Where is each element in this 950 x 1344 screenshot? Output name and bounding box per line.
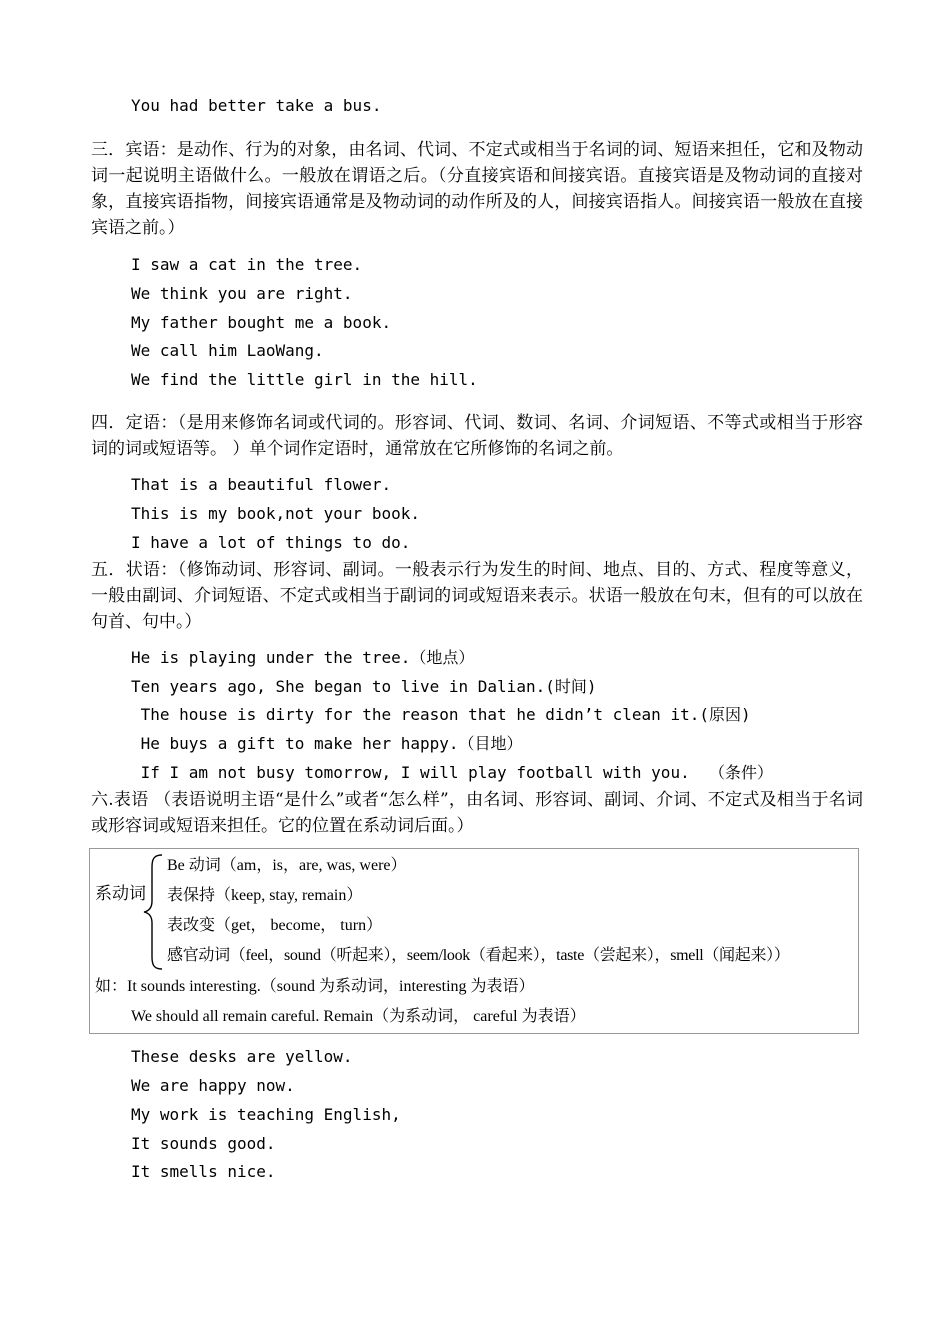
example-sentence: It sounds good.: [131, 1134, 276, 1153]
box-line-sense-verbs: 感官动词（feel，sound（听起来），seem/look（看起来），taste（尝起来），smell（闻起来））: [167, 947, 790, 964]
example-sentence: We find the little girl in the hill.: [131, 370, 478, 389]
section-4-attribute-paragraph: 四．定语：（是用来修饰名词或代词的。形容词、代词、数词、名词、介词短语、不等式或相当于形容词的词或短语等。 ）单个词作定语时，通常放在它所修饰的名词之前。: [91, 413, 863, 459]
linking-verb-label: 系动词: [95, 884, 146, 904]
example-sentence: If I am not busy tomorrow, I will play football with you. （条件）: [131, 763, 773, 782]
example-sentence: We call him LaoWang.: [131, 341, 324, 360]
example-sentence: My father bought me a book.: [131, 313, 392, 332]
section-3-object-paragraph: 三．宾语：是动作、行为的对象，由名词、代词、不定式或相当于名词的词、短语来担任，它和及物动词一起说明主语做什么。一般放在谓语之后。（分直接宾语和间接宾语。直接宾语是及物动词的直接对象，直接宾语指物，间接宾语通常是及物动词的动作所及的人，间接宾语指人。间接宾语一般放在直接宾语之前。）: [91, 140, 863, 238]
example-sentence: He is playing under the tree.（地点）: [131, 648, 475, 667]
example-sentence: This is my book,not your book.: [131, 504, 420, 523]
example-sentence: I have a lot of things to do.: [131, 533, 411, 552]
example-sentence: Ten years ago, She began to live in Dalian.(时间): [131, 677, 597, 696]
example-sentence: It smells nice.: [131, 1162, 276, 1181]
box-line-keep-verbs: 表保持（keep, stay, remain）: [167, 887, 363, 904]
example-sentence: I saw a cat in the tree.: [131, 255, 363, 274]
left-brace-icon: [142, 853, 166, 971]
example-sentence: You had better take a bus.: [131, 96, 382, 115]
example-sentence: The house is dirty for the reason that he didn’t clean it.(原因): [131, 705, 751, 724]
example-sentence: That is a beautiful flower.: [131, 475, 392, 494]
box-line-change-verbs: 表改变（get， become， turn）: [167, 917, 383, 934]
box-line-example-1: 如：It sounds interesting.（sound 为系动词，interesting 为表语）: [95, 978, 535, 995]
example-sentence: We are happy now.: [131, 1076, 295, 1095]
example-sentence: We think you are right.: [131, 284, 353, 303]
example-sentence: He buys a gift to make her happy.（目地）: [131, 734, 523, 753]
section-5-adverbial-paragraph: 五．状语：（修饰动词、形容词、副词。一般表示行为发生的时间、地点、目的、方式、程度等意义，一般由副词、介词短语、不定式或相当于副词的词或短语来表示。状语一般放在句末，但有的可以放在句首、句中。）: [91, 560, 863, 632]
section-6-predicative-paragraph: 六.表语 （表语说明主语“是什么”或者“怎么样”，由名词、形容词、副词、介词、不定式及相当于名词或形容词或短语来担任。它的位置在系动词后面。）: [91, 790, 863, 836]
example-sentence: My work is teaching English,: [131, 1105, 401, 1124]
example-sentence: These desks are yellow.: [131, 1047, 353, 1066]
box-line-example-2: We should all remain careful. Remain（为系动词， careful 为表语）: [131, 1008, 586, 1025]
box-line-be-verbs: Be 动词（am，is，are, was, were）: [167, 857, 407, 874]
